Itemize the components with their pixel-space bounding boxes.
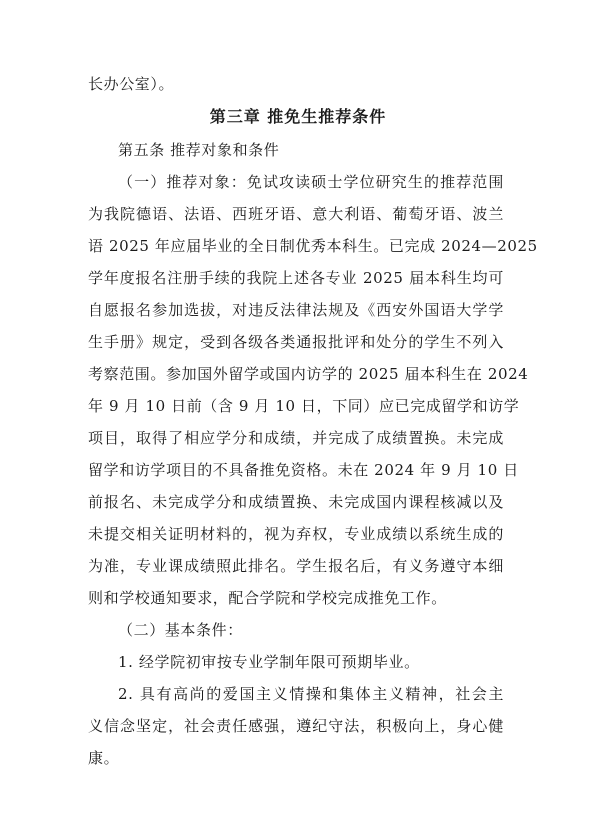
body-line: 学年度报名注册手续的我院上述各专业 2025 届本科生均可	[88, 269, 504, 287]
article-heading: 第五条 推荐对象和条件	[118, 141, 280, 159]
body-line: 义信念坚定，社会责任感强，遵纪守法，积极向上，身心健	[88, 717, 504, 735]
section-heading: （二）基本条件：	[118, 621, 243, 639]
body-line: 未提交相关证明材料的，视为弃权，专业成绩以系统生成的	[88, 525, 504, 543]
list-item: 1. 经学院初审按专业学制年限可预期毕业。	[118, 653, 420, 671]
body-line: 留学和访学项目的不具备推免资格。未在 2024 年 9 月 10 日	[88, 461, 519, 479]
body-line: 为准，专业课成绩照此排名。学生报名后，有义务遵守本细	[88, 557, 504, 575]
body-line: 前报名、未完成学分和成绩置换、未完成国内课程核减以及	[88, 493, 504, 511]
body-line: 年 9 月 10 日前（含 9 月 10 日，下同）应已完成留学和访学	[88, 397, 520, 415]
body-line: 康。	[88, 749, 120, 767]
body-line: 考察范围。参加国外留学或国内访学的 2025 届本科生在 2024	[88, 365, 529, 383]
body-line: 则和学校通知要求，配合学院和学校完成推免工作。	[88, 589, 447, 607]
body-line: 项目，取得了相应学分和成绩，并完成了成绩置换。未完成	[88, 429, 504, 447]
body-line: 自愿报名参加选拔，对违反法律法规及《西安外国语大学学	[88, 301, 504, 319]
chapter-title: 第三章 推免生推荐条件	[209, 107, 387, 126]
body-line: 生手册》规定，受到各级各类通报批评和处分的学生不列入	[88, 333, 504, 351]
body-line: 语 2025 年应届毕业的全日制优秀本科生。已完成 2024—2025	[88, 237, 538, 255]
body-line: 为我院德语、法语、西班牙语、意大利语、葡萄牙语、波兰	[88, 205, 504, 223]
body-line: （一）推荐对象：免试攻读硕士学位研究生的推荐范围	[118, 173, 504, 191]
list-item: 2. 具有高尚的爱国主义情操和集体主义精神，社会主	[118, 685, 504, 703]
paragraph-tail-line: 长办公室）。	[88, 75, 175, 93]
